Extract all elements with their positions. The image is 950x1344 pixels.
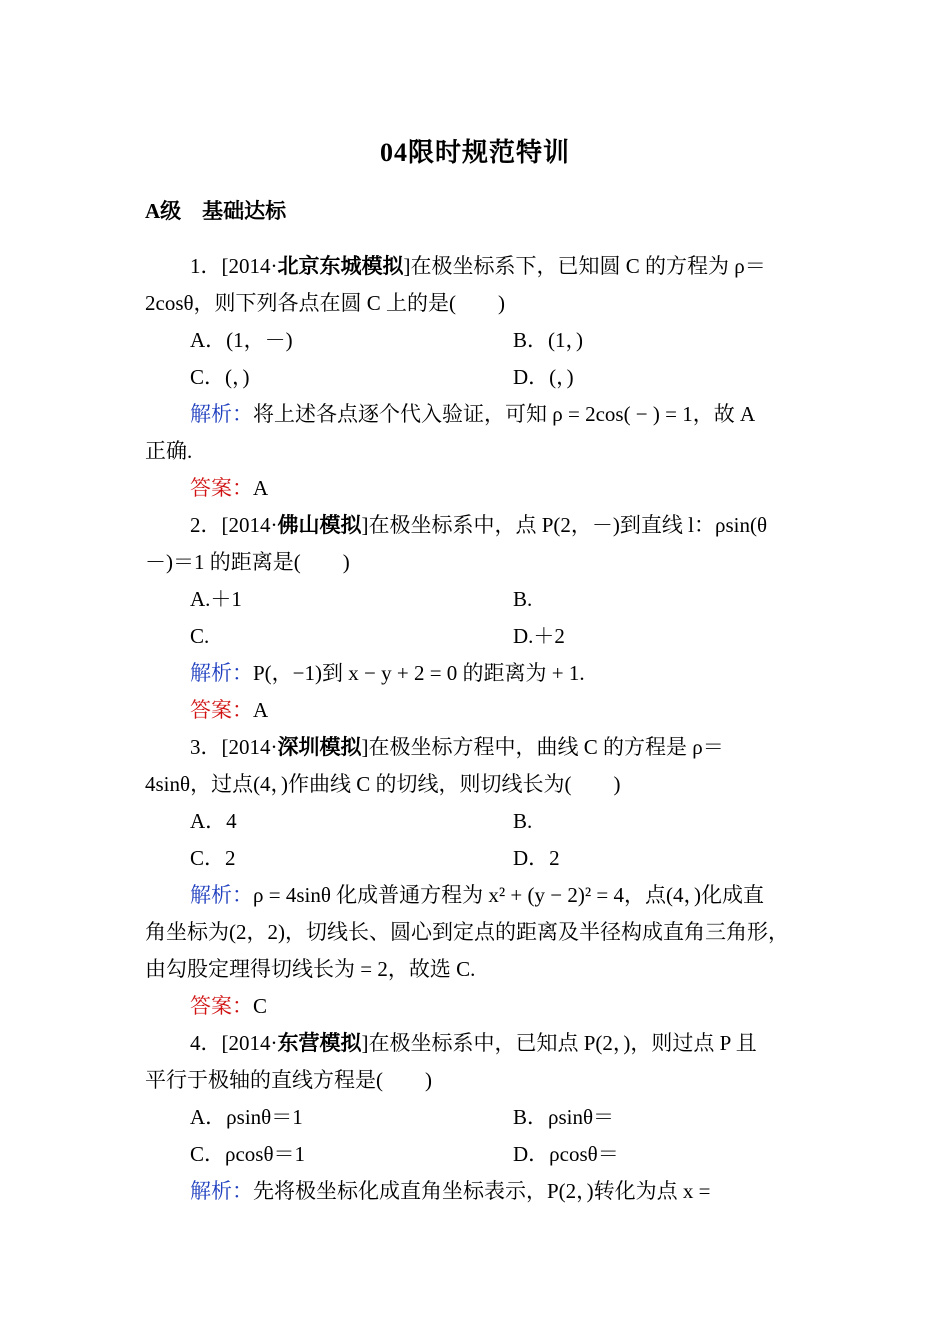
question-4-option-a: A．ρsinθ＝1 (190, 1105, 303, 1129)
question-1-option-d: D．(，) (513, 365, 574, 389)
question-4-line-1: 4．[2014·东营模拟]在极坐标系中，已知点 P(2，)，则过点 P 且 (190, 1031, 757, 1055)
question-4-line-2: 平行于极轴的直线方程是( ) (145, 1068, 432, 1092)
question-1-option-b: B．(1，) (513, 328, 583, 352)
question-3-option-a: A．4 (190, 809, 237, 833)
question-2-line-1: 2．[2014·佛山模拟]在极坐标系中，点 P(2，－)到直线 l：ρsin(θ (190, 513, 768, 537)
analysis-label: 解析： (190, 661, 253, 685)
question-4-option-c: C．ρcosθ＝1 (190, 1142, 306, 1166)
question-2-option-a: A.＋1 (190, 587, 242, 611)
question-2-option-b: B. (513, 587, 533, 611)
analysis-label: 解析： (190, 402, 253, 426)
question-2-source: 佛山模拟 (277, 513, 362, 537)
answer-label: 答案： (190, 698, 253, 722)
question-3-option-b: B. (513, 809, 533, 833)
question-1-answer: 答案：A (190, 476, 269, 500)
analysis-label: 解析： (190, 883, 253, 907)
question-4-analysis: 解析：先将极坐标化成直角坐标表示，P(2，)转化为点 x = (190, 1179, 711, 1203)
question-4-source: 东营模拟 (277, 1031, 362, 1055)
question-1-line-2: 2cosθ，则下列各点在圆 C 上的是( ) (145, 291, 506, 315)
page-title: 04限时规范特训 (379, 138, 570, 167)
question-2-line-2: －)＝1 的距离是( ) (145, 550, 350, 574)
question-3-analysis-line-2: 角坐标为(2，2)，切线长、圆心到定点的距离及半径构成直角三角形， (145, 920, 789, 944)
question-3-option-d: D．2 (513, 846, 560, 870)
answer-label: 答案： (190, 476, 253, 500)
question-1-option-c: C．(，) (190, 365, 250, 389)
question-1-option-a: A．(1，－) (190, 328, 293, 352)
question-3-analysis-line-3: 由勾股定理得切线长为 = 2，故选 C. (145, 957, 476, 981)
question-4-option-d: D．ρcosθ＝ (513, 1142, 619, 1166)
analysis-label: 解析： (190, 1179, 253, 1203)
question-3-analysis: 解析：ρ = 4sinθ 化成普通方程为 x² + (y − 2)² = 4，点(4，)化成直 (190, 883, 764, 907)
question-1-analysis: 解析：将上述各点逐个代入验证，可知 ρ = 2cos( − ) = 1，故 A (190, 402, 756, 426)
question-2-analysis: 解析：P(，−1)到 x − y + 2 = 0 的距离为 + 1. (190, 661, 585, 685)
question-1-source: 北京东城模拟 (277, 254, 404, 278)
question-3-answer: 答案：C (190, 994, 268, 1018)
question-3-option-c: C．2 (190, 846, 236, 870)
question-2-option-c: C. (190, 624, 210, 648)
question-4-option-b: B．ρsinθ＝ (513, 1105, 615, 1129)
section-heading: A级 基础达标 (145, 199, 287, 223)
question-2-answer: 答案：A (190, 698, 269, 722)
question-2-option-d: D.＋2 (513, 624, 565, 648)
question-3-line-1: 3．[2014·深圳模拟]在极坐标方程中，曲线 C 的方程是 ρ＝ (190, 735, 724, 759)
question-3-source: 深圳模拟 (277, 735, 362, 759)
answer-label: 答案： (190, 994, 253, 1018)
question-3-line-2: 4sinθ，过点(4，)作曲线 C 的切线，则切线长为( ) (145, 772, 621, 796)
question-1-line-1: 1．[2014·北京东城模拟]在极坐标系下，已知圆 C 的方程为 ρ＝ (190, 254, 766, 278)
question-1-analysis-line-2: 正确. (145, 439, 193, 463)
